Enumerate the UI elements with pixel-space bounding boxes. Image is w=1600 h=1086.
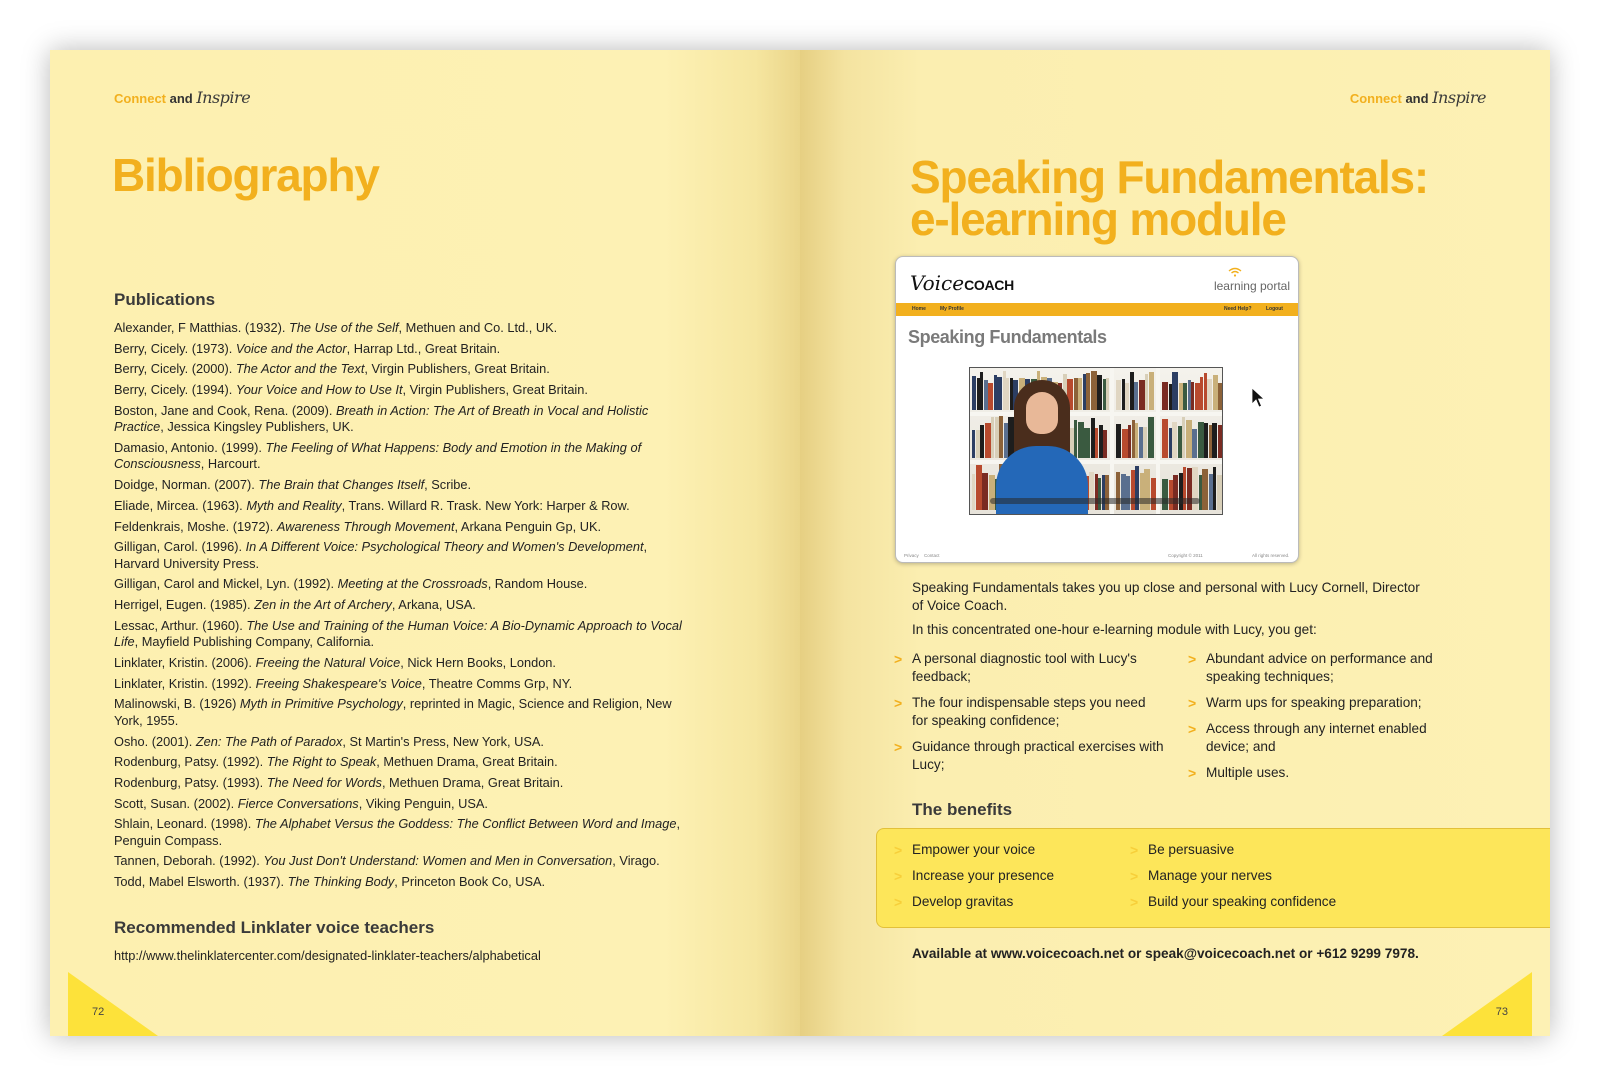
benefit-item (1130, 841, 1390, 859)
book (995, 417, 999, 458)
entry-year: (1937). (239, 874, 288, 890)
bibliography-entry (114, 754, 684, 771)
book (1131, 470, 1135, 510)
benefit-text: Empower your voice (912, 842, 1036, 857)
benefits-list-left (894, 841, 1114, 919)
voicecoach-logo (910, 271, 1014, 295)
entry-rest: , Arkana Penguin Gp, UK. (454, 518, 602, 534)
chevron-right-icon: > (894, 842, 903, 858)
entry-year: (2009). (288, 402, 336, 418)
benefit-text: Build your speaking confidence (1148, 894, 1337, 909)
entry-author: Doidge, Norman. (114, 477, 211, 493)
book (976, 465, 982, 510)
features-list-right (1188, 650, 1468, 790)
running-head-right (1350, 88, 1486, 107)
entry-rest: , reprinted in Magic, Science and Religion, New York, 1955. (114, 696, 672, 728)
chevron-right-icon: > (894, 739, 903, 755)
entry-work: Freeing the Natural Voice (255, 654, 401, 670)
portal-foot-rights: All rights reserved. (1252, 553, 1290, 558)
book (1086, 373, 1090, 410)
bibliography-entry (114, 477, 684, 494)
entry-author: Rodenburg, Patsy. (114, 774, 220, 790)
entry-rest: , Random House. (487, 576, 588, 592)
entry-work: Meeting at the Crossroads (337, 576, 488, 592)
bibliography-entry (114, 382, 684, 399)
book (1204, 423, 1208, 458)
running-head-and: and (1401, 91, 1433, 106)
book (1126, 476, 1130, 510)
entry-rest: , Virago. (612, 853, 660, 869)
book (1213, 375, 1218, 410)
running-head-connect: Connect (114, 91, 166, 106)
entry-year: (2002). (190, 795, 238, 811)
book (1218, 425, 1223, 458)
book (1089, 472, 1094, 510)
features-list-left (894, 650, 1164, 782)
entry-year: (1992). (219, 754, 267, 770)
bibliography-entry (114, 519, 684, 536)
entry-work: Voice and the Actor (235, 340, 347, 356)
bibliography-entry (114, 874, 684, 891)
right-page (800, 50, 1550, 1036)
bibliography-entry (114, 440, 684, 473)
book (1148, 417, 1154, 458)
entry-year: (2001). (148, 733, 196, 749)
bibliography-entry (114, 676, 684, 693)
benefits-heading: The benefits (912, 800, 1013, 819)
portal-nav-bar (896, 303, 1298, 316)
entry-author: Tannen, Deborah. (114, 853, 216, 869)
bibliography-entry (114, 320, 684, 337)
feature-text: Access through any internet enabled device; and (1206, 721, 1427, 754)
bibliography-entry (114, 734, 684, 751)
entry-year: (2006). (207, 654, 256, 670)
portal-screenshot (895, 256, 1299, 563)
portal-tagline: learning portal (1213, 279, 1290, 293)
page-corner-right (1442, 972, 1532, 1036)
entry-year: (1999). (217, 439, 266, 455)
book (1105, 475, 1109, 510)
chevron-right-icon: > (894, 894, 903, 910)
video-control-bar[interactable] (990, 498, 1200, 504)
benefit-text: Develop gravitas (912, 894, 1014, 909)
entry-rest: , Methuen Drama, Great Britain. (376, 754, 558, 770)
bibliography-entry (114, 361, 684, 378)
entry-work: The Right to Speak (266, 754, 377, 770)
intro-paragraph-2: In this concentrated one-hour e-learning module with Lucy, you get: (912, 622, 1317, 637)
entry-work: The Thinking Body (287, 874, 395, 890)
chevron-right-icon: > (1188, 721, 1197, 737)
book (972, 376, 976, 410)
entry-year: (1963). (198, 497, 247, 513)
page-title-bibliography: Bibliography (112, 149, 379, 201)
entry-year: (2007). (210, 477, 259, 493)
book (1004, 423, 1008, 458)
shelf (970, 412, 1222, 416)
book (984, 380, 988, 410)
chevron-right-icon: > (894, 695, 903, 711)
entry-work: The Use and Training of the Human Voice: A Bio-Dynamic Approach to Vocal Life (114, 617, 682, 650)
title-line-2: e-learning module (910, 193, 1286, 245)
shelf-divider (1110, 368, 1114, 514)
presenter-body (996, 446, 1088, 515)
entry-rest: , Nick Hern Books, London. (400, 654, 556, 670)
bibliography-entry (114, 816, 684, 849)
nav-logout[interactable]: Logout (1266, 306, 1283, 312)
book (1172, 422, 1177, 458)
entry-author: Feldenkrais, Moshe. (114, 518, 230, 534)
book (1116, 472, 1120, 510)
shelf-divider (1156, 368, 1160, 514)
book (1084, 428, 1090, 458)
book (1198, 422, 1204, 458)
entry-author: Gilligan, Carol. (114, 539, 198, 555)
entry-rest: , Virgin Publishers, Great Britain. (402, 382, 588, 398)
page-number-left: 72 (92, 1006, 105, 1018)
entry-author: Herrigel, Eugen. (114, 597, 207, 613)
entry-year: (1992). (215, 853, 264, 869)
entry-author: Berry, Cicely. (114, 382, 189, 398)
benefit-item (894, 893, 1114, 911)
entry-work: The Alphabet Versus the Goddess: The Conflict Between Word and Image (254, 816, 677, 832)
bibliography-entry (114, 853, 684, 870)
presenter-face (1026, 392, 1058, 434)
feature-item (1188, 720, 1468, 756)
entry-rest: , Mayfield Publishing Company, California. (134, 634, 375, 650)
entry-rest: , Harvard University Press. (114, 539, 648, 571)
book (1134, 382, 1138, 410)
bibliography-entry (114, 597, 684, 614)
entry-rest: , Viking Penguin, USA. (358, 795, 488, 811)
bibliography-list (114, 320, 684, 895)
chevron-right-icon: > (1130, 868, 1139, 884)
entry-work: Zen: The Path of Paradox (195, 733, 343, 749)
bibliography-entry (114, 576, 684, 593)
feature-item (1188, 650, 1468, 686)
feature-text: Warm ups for speaking preparation; (1206, 695, 1422, 710)
entry-rest: , Methuen Drama, Great Britain. (381, 774, 564, 790)
entry-rest: , Methuen and Co. Ltd., UK. (398, 320, 558, 335)
book (1097, 375, 1102, 410)
book (976, 430, 980, 458)
book (1078, 378, 1082, 410)
feature-item (894, 650, 1164, 686)
feature-text: Guidance through practical exercises with Lucy; (912, 739, 1164, 772)
book (1218, 383, 1222, 410)
nav-need-help[interactable]: Need Help? (1224, 306, 1252, 312)
book (1172, 372, 1178, 410)
book (1195, 383, 1200, 410)
entry-work: Myth in Primitive Psychology (239, 696, 403, 712)
entry-year: (1992). (289, 576, 338, 592)
running-head-inspire: Inspire (1432, 88, 1486, 107)
entry-author: Rodenburg, Patsy. (114, 754, 220, 770)
book (1162, 382, 1168, 410)
feature-item (894, 738, 1164, 774)
book (1212, 423, 1217, 458)
teachers-url[interactable]: http://www.thelinklatercenter.com/designated-linklater-teachers/alphabetical (114, 948, 541, 963)
entry-work: The Brain that Changes Itself (258, 477, 425, 493)
chevron-right-icon: > (894, 651, 903, 667)
entry-year: (1993). (219, 774, 267, 790)
book (1106, 378, 1109, 410)
feature-text: Multiple uses. (1206, 765, 1290, 780)
book (1139, 427, 1143, 458)
entry-work: You Just Don't Understand: Women and Men in Conversation (263, 853, 613, 869)
benefit-text: Be persuasive (1148, 842, 1235, 857)
bibliography-entry (114, 655, 684, 672)
benefit-item (894, 841, 1114, 859)
book (999, 416, 1003, 458)
entry-year: (2000). (188, 361, 236, 377)
feature-text: Abundant advice on performance and speaking techniques; (1206, 651, 1433, 684)
book (1143, 427, 1147, 458)
benefits-list-right (1130, 841, 1390, 919)
entry-year: (1994). (188, 382, 236, 398)
entry-work: Freeing Shakespeare's Voice (255, 675, 422, 691)
chevron-right-icon: > (1130, 842, 1139, 858)
book (1209, 474, 1213, 510)
entry-rest: , Trans. Willard R. Trask. New York: Harper & Row. (341, 497, 630, 513)
entry-rest: , Jessica Kingsley Publishers, UK. (160, 419, 354, 435)
teachers-heading: Recommended Linklater voice teachers (114, 918, 435, 937)
book (1074, 378, 1078, 410)
entry-rest: , Harrap Ltd., Great Britain. (346, 340, 501, 356)
chevron-right-icon: > (1188, 765, 1197, 781)
portal-foot-copyright: Copyright © 2011 (1168, 553, 1203, 558)
bibliography-entry (114, 618, 684, 651)
chevron-right-icon: > (1188, 695, 1197, 711)
bibliography-entry (114, 696, 684, 729)
book (1122, 429, 1128, 458)
book (997, 377, 1002, 410)
entry-work: Zen in the Art of Archery (254, 597, 392, 613)
entry-work: The Use of the Self (289, 320, 399, 335)
portal-foot-privacy[interactable]: Privacy (904, 553, 919, 558)
publications-heading: Publications (114, 290, 216, 309)
entry-rest: , Virgin Publishers, Great Britain. (364, 361, 550, 377)
bibliography-entry (114, 498, 684, 515)
entry-author: Eliade, Mircea. (114, 497, 199, 513)
book (1178, 426, 1182, 458)
logo-bold: COACH (964, 277, 1014, 293)
book (1169, 480, 1173, 510)
entry-year: (1992). (207, 675, 256, 691)
entry-year: (1998). (207, 816, 255, 832)
bibliography-entry (114, 403, 684, 436)
entry-author: Scott, Susan. (114, 795, 191, 811)
video-player[interactable] (969, 367, 1223, 515)
book (1099, 425, 1103, 458)
benefit-item (1130, 893, 1390, 911)
wifi-icon (1228, 267, 1242, 277)
entry-work: The Actor and the Text (235, 361, 365, 377)
book (1183, 383, 1187, 410)
entry-author: Linklater, Kristin. (114, 654, 208, 670)
book (1103, 430, 1107, 458)
book (1091, 418, 1095, 458)
entry-author: Berry, Cicely. (114, 361, 189, 377)
running-head-and: and (166, 91, 197, 106)
entry-author: Lessac, Arthur. (114, 617, 199, 633)
entry-author: Alexander, F Matthias. (114, 320, 242, 335)
portal-title: Speaking Fundamentals (908, 327, 1107, 347)
entry-author: Malinowski, B. (114, 696, 196, 712)
portal-foot-contact[interactable]: Contact (924, 553, 940, 558)
feature-item (1188, 764, 1468, 782)
entry-work: In A Different Voice: Psychological Theory and Women's Development (245, 539, 644, 555)
entry-author: Shlain, Leonard. (114, 816, 208, 832)
entry-rest: , Princeton Book Co, USA. (394, 874, 546, 890)
entry-rest: , Penguin Compass. (114, 816, 681, 848)
book (988, 383, 993, 410)
running-head-inspire: Inspire (196, 88, 251, 107)
entry-work: Myth and Reality (246, 497, 342, 513)
feature-text: A personal diagnostic tool with Lucy's feedback; (912, 651, 1137, 684)
benefit-item (1130, 867, 1390, 885)
book (1116, 424, 1121, 458)
entry-year: (1973). (188, 340, 236, 356)
entry-rest: , St Martin's Press, New York, USA. (342, 733, 544, 749)
book (1162, 419, 1168, 458)
book (1116, 380, 1121, 410)
book (1151, 478, 1156, 510)
entry-author: Damasio, Antonio. (114, 439, 218, 455)
book (985, 423, 991, 458)
entry-year: (1926) (195, 696, 240, 712)
entry-year: (1985). (206, 597, 255, 613)
book (1121, 474, 1126, 510)
page-title-speaking-fundamentals (910, 151, 1510, 245)
feature-text: The four indispensable steps you need for speaking confidence; (912, 695, 1146, 728)
page-number-right: 73 (1495, 1006, 1508, 1018)
entry-author: Todd, Mabel Elsworth. (114, 874, 240, 890)
book (1091, 371, 1097, 410)
entry-year: (1972). (229, 518, 277, 534)
entry-rest: , Theatre Comms Grp, NY. (421, 675, 573, 691)
entry-year: (1996). (197, 539, 246, 555)
intro-paragraph-1: Speaking Fundamentals takes you up close and personal with Lucy Cornell, Director of Voice Coach. (912, 580, 1420, 613)
bibliography-entry (114, 341, 684, 358)
book (982, 473, 988, 510)
book (1139, 380, 1145, 410)
feature-item (894, 694, 1164, 730)
logo-script: Voice (910, 271, 965, 295)
entry-work: Breath in Action: The Art of Breath in Vocal and Holistic Practice (114, 402, 649, 435)
book (989, 475, 995, 510)
running-head-left (114, 88, 250, 107)
entry-year: (1932). (241, 320, 289, 335)
entry-year: (1960). (198, 617, 247, 633)
entry-author: Berry, Cicely. (114, 340, 189, 356)
book (1179, 473, 1183, 510)
benefit-text: Increase your presence (912, 868, 1055, 883)
book (1173, 475, 1178, 510)
entry-author: Gilligan, Carol and Mickel, Lyn. (114, 576, 290, 592)
nav-home[interactable]: Home (912, 306, 926, 312)
book (980, 425, 984, 458)
book (1125, 383, 1129, 410)
entry-work: The Feeling of What Happens: Body and Emotion in the Making of Consciousness (114, 439, 642, 472)
bibliography-entry (114, 775, 684, 792)
chevron-right-icon: > (1130, 894, 1139, 910)
book (1140, 473, 1144, 510)
left-page (50, 50, 800, 1036)
bibliography-entry (114, 539, 684, 572)
entry-rest: , Arkana, USA. (391, 597, 476, 613)
book (1149, 372, 1154, 410)
cursor-icon (1251, 387, 1265, 409)
book (1186, 420, 1192, 458)
entry-work: Your Voice and How to Use It (235, 382, 403, 398)
book (1202, 469, 1208, 510)
entry-rest: , Scribe. (424, 477, 472, 493)
running-head-connect: Connect (1349, 91, 1402, 106)
entry-work: Fierce Conversations (237, 795, 359, 811)
book (1130, 372, 1134, 410)
entry-work: Awareness Through Movement (276, 518, 455, 534)
bibliography-entry (114, 796, 684, 813)
chevron-right-icon: > (894, 868, 903, 884)
entry-author: Osho. (114, 733, 149, 749)
entry-rest: , Harcourt. (200, 456, 261, 472)
page-corner-left (68, 972, 158, 1036)
benefit-item (894, 867, 1114, 885)
book (1192, 429, 1197, 458)
book-spread (50, 50, 1550, 1036)
book (1207, 379, 1212, 410)
book (1078, 422, 1084, 458)
chevron-right-icon: > (1188, 651, 1197, 667)
feature-item (1188, 694, 1468, 712)
entry-work: The Need for Words (266, 774, 382, 790)
benefit-text: Manage your nerves (1148, 868, 1272, 883)
book (1217, 475, 1222, 510)
book (1162, 479, 1168, 510)
book (1179, 383, 1183, 410)
entry-author: Linklater, Kristin. (114, 675, 208, 691)
contact-line: Available at www.voicecoach.net or speak@voicecoach.net or +612 9299 7978. (912, 946, 1419, 961)
title-line-1: Speaking Fundamentals: (910, 151, 1429, 203)
nav-my-profile[interactable]: My Profile (940, 306, 964, 312)
entry-author: Boston, Jane and Cook, Rena. (114, 402, 289, 418)
